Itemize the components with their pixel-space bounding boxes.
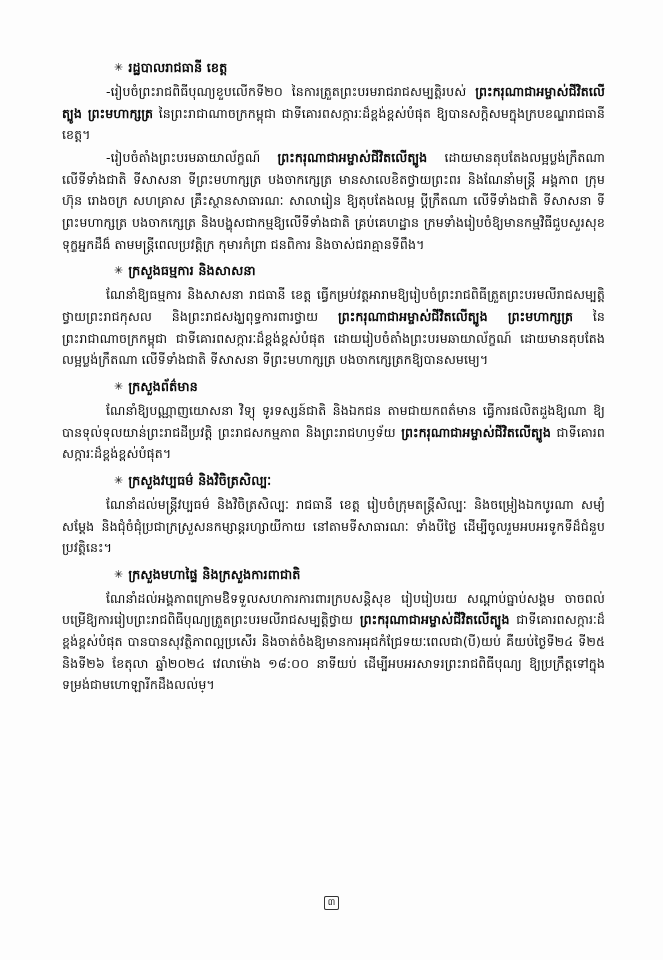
section-cult-religion bbox=[62, 261, 605, 371]
section-heading bbox=[114, 261, 605, 283]
paragraph-tail: ជាទីគោរពសក្ការៈដ៏ខ្ពង់ខ្ពស់បំផុត។ bbox=[62, 424, 605, 462]
paragraph bbox=[62, 284, 605, 371]
paragraph-lead: -រៀបចំតាំងព្រះបរមឆាយាល័ក្ខណ៍ bbox=[106, 149, 278, 165]
paragraph-lead: ណែនាំដល់មន្ត្រីវប្បធម៌ និងវិចិត្រសិល្បៈ រាជធានី ខេត្ត រៀបចំក្រុមតន្ត្រីសិល្បៈ និងចម្រៀងឯកបូរណា សម្យំ សម្ដែង និងជុំចំជុំប្រជាក្រស្រួសនកម្សាន្តរហ្សាយីកាយ នៅតាមទីសាធារណៈ ទាំងបីថ្ងៃ ដើម្បីចូលរួមអបអរទូកទីដ៏ជំនួបប្រវត្តិនេះ។ bbox=[62, 496, 605, 556]
section-heading bbox=[114, 471, 605, 493]
section-heading bbox=[114, 58, 605, 80]
section-provincial-administration bbox=[62, 58, 605, 255]
section-heading-text: ក្រសួងវប្បធម៌ និងវិចិត្រសិល្បៈ bbox=[128, 473, 272, 489]
section-heading-text: ក្រសួងធម្មការ និងសាសនា bbox=[128, 264, 256, 280]
paragraph-bold: ព្រះករុណាជាអម្ចាស់ជីវិតលើត្បូង bbox=[277, 149, 428, 165]
paragraph-lead: ណែនាំដល់អង្គភាពក្រោមឱិទទួលសហការការពារក្របសន្តិសុខ រៀបរៀបរយ សណ្ដាប់ធ្នាប់សង្គម ចាចពល់ បម្រើឱ្យការរៀបព្រះរាជពិធីបុណ្យត្រួតព្រះបរមលីរាជសម្បត្តិថ្វាយ bbox=[62, 590, 605, 628]
paragraph-bold: ព្រះករុណាជាអម្ចាស់ជីវិតលើត្បូង ព្រះមហាក្សត្រ bbox=[62, 84, 605, 121]
paragraph bbox=[62, 147, 605, 255]
paragraph-tail: នៃព្រះរាជាណាចក្រកម្ពុជា ជាទីគោរពសក្ការៈដ៏ខ្ពង់ខ្ពស់បំផុត ឱ្យបានសក្តិសមក្នុងក្របខណ្ឌរាជធានី ខេត្ត។ bbox=[62, 105, 605, 143]
star-bullet-icon: ✳ bbox=[114, 473, 124, 487]
star-bullet-icon: ✳ bbox=[114, 61, 124, 74]
paragraph-lead: ណែនាំឱ្យធម្មការ និងសាសនា រាជធានី ខេត្ត ធ្វើកម្រប់វត្តអារាមឱ្យរៀបចំព្រះរាជពិធីត្រួតព្រះបរមលីរាជសម្បត្តិថ្វាយព្រះរាជកុសល និងព្រះរាជសង្ឃពុទ្ធការពារថ្វាយ bbox=[62, 287, 605, 324]
paragraph-tail: នៃព្រះរាជាណាចក្រកម្ពុជា ជាទីគោរពសក្ការៈដ៏ខ្ពង់ខ្ពស់បំផុត ដោយរៀបចំតាំងព្រះបរមឆាយាល័ក្ខណ៍ ដោយមានតុបតែងលម្អប្លង់ក្រឹតណា លើទីទាំងជាតិ ទីសាសនា ទីព្រះមហាក្សត្រ បងចាកក្សេត្រកឱ្យបានសមម្យេ។ bbox=[62, 308, 605, 368]
paragraph-tail: ដោយមានតុបតែងលម្អប្លង់ក្រឹតណា លើទីទាំងជាតិ ទីសាសនា ទីព្រះមហាក្សត្រ បងចាកក្សេត្រ មានសាលេខិតថ្វាយព្រះពរ និងណែនាំមន្ត្រី អង្គភាព ក្រុមហ៊ុន រោងចក្រ សហគ្រាស គ្រឹះស្ថានសាធារណៈ សាលារៀន ឱ្យតុបតែងលម្អ ប្តីក្រឹតណា លើទីទាំងជាតិ ទីសាសនា ទីព្រះមហាក្សត្រ បងចាកក្សេត្រ និងបង្ហុសជាកម្មឱ្យលើទីទាំងជាតិ គ្រប់គេហដ្ឋាន ក្រមទាំងរៀបចំឱ្យមានកម្មវិធីជួបសួរសុខទុក្ខអ្នកដឹង៏ តាមមន្ត្រីពេលប្រវត្តិក្រ កុមារកំព្រា ជនពិការ និងចាស់ជរាគ្មានទីពឹង។ bbox=[62, 149, 605, 252]
section-culture-fine-arts bbox=[62, 471, 605, 559]
section-heading bbox=[114, 565, 605, 587]
page-number-text: ៣ bbox=[324, 896, 340, 910]
section-heading-text: ក្រសួងព័ត៌មាន bbox=[128, 379, 198, 395]
paragraph bbox=[62, 494, 605, 559]
document-body bbox=[62, 58, 605, 696]
paragraph-bold: ព្រះករុណាជាអម្ចាស់ជីវិតលើត្បូង bbox=[401, 424, 551, 440]
section-interior-defence bbox=[62, 565, 605, 696]
paragraph bbox=[62, 588, 605, 696]
paragraph bbox=[62, 400, 605, 465]
page-number bbox=[0, 896, 663, 910]
paragraph-lead: ណែនាំឱ្យបណ្ណាញយោសនា វិទ្យុ ទូរទស្សន៍ជាតិ និងឯកជន តាមជាយកពត៌មាន ធ្វើការផលិតដួងឱ្យណា ឱ្យបានទុល់ទុលយាន់ព្រះរាជដីប្រវត្តិ ព្រះរាជសកម្មភាព និងព្រះរាជហឫទ័យ bbox=[62, 402, 605, 440]
paragraph-bold: ព្រះករុណាជាអម្ចាស់ជីវិតលើត្បូង ព្រះមហាក្សត្រ bbox=[338, 308, 574, 324]
paragraph-lead: -រៀបចំព្រះរាជពិធីបុណ្យខួបលើកទី២០ នៃការត្រួតព្រះបរមរាជរាជសម្បត្តិរបស់ bbox=[106, 84, 476, 99]
star-bullet-icon: ✳ bbox=[114, 379, 124, 393]
section-heading-text: ក្រសួងមហាផ្ទៃ និងក្រសួងការពាជាតិ bbox=[128, 567, 301, 583]
paragraph bbox=[62, 81, 605, 146]
section-heading-text: រដ្ឋបាលរាជធានី ខេត្ត bbox=[128, 61, 228, 76]
paragraph-tail: ជាទីគោរពសក្ការៈដ៏ខ្ពង់ខ្ពស់បំផុត បានបានសុវត្ថិភាពល្អប្រសើរ និងចាត់ចំងឱ្យមានការអុជកំជ្រែទយៈពេលជា(បី)យប់ គឺយប់ថ្ងៃទី២៤ ទី២៥ និងទី២៦ ខែតុលា ឆ្នាំ២០២៤ វេលាម៉ោង ១៨:០០ នាទីយប់ ដើម្បីអបអរសាទរព្រះរាជពិធីបុណ្យ ឱ្យប្រក្រឹត្តទៅក្នុងទម្រង់ជាមហោឡារីកដឹងលល់ម្។ bbox=[62, 612, 605, 693]
section-information bbox=[62, 377, 605, 465]
star-bullet-icon: ✳ bbox=[114, 264, 124, 278]
paragraph-bold: ព្រះករុណាជាអម្ចាស់ជីវិតលើត្បូង bbox=[359, 612, 510, 628]
star-bullet-icon: ✳ bbox=[114, 567, 124, 581]
section-heading bbox=[114, 377, 605, 399]
